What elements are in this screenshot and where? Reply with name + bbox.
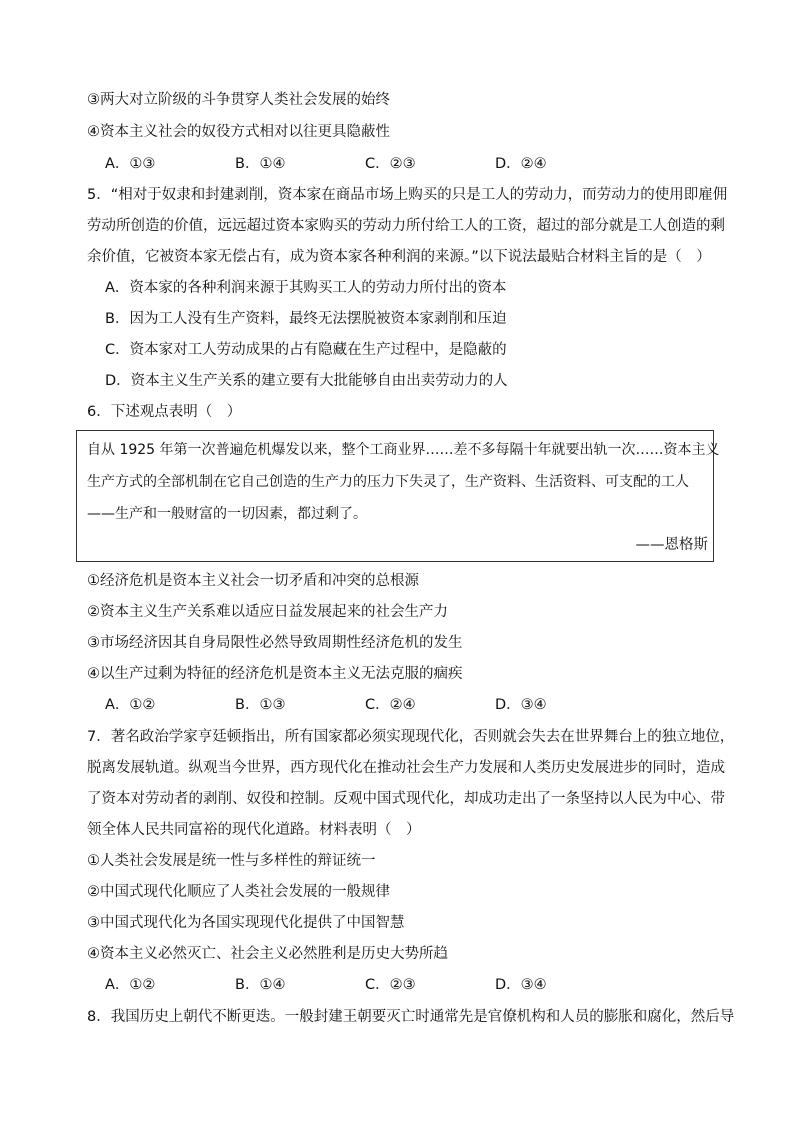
item-3: ③两大对立阶级的斗争贯穿人类社会发展的始终	[87, 92, 390, 108]
q5-choice-b: B．因为工人没有生产资料，最终无法摆脱被资本家剥削和压迫	[105, 311, 507, 327]
q7-item-1: ①人类社会发展是统一性与多样性的辩证统一	[87, 853, 376, 869]
q7-stem-line-4: 领全体人民共同富裕的现代化道路。材料表明（ ）	[87, 822, 421, 838]
q7-item-2: ②中国式现代化顺应了人类社会发展的一般规律	[87, 884, 390, 900]
option-a: A．①③	[105, 156, 156, 172]
option-a: A．①②	[105, 697, 156, 713]
q7-item-4: ④资本主义必然灭亡、社会主义必然胜利是历史大势所趋	[87, 946, 448, 962]
q7-item-3: ③中国式现代化为各国实现现代化提供了中国智慧	[87, 915, 405, 931]
q6-stem: 6．下述观点表明（ ）	[87, 404, 242, 420]
option-c: C．②④	[365, 697, 416, 713]
quote-line-1: 自从 1925 年第一次普遍危机爆发以来，整个工商业界……差不多每隔十年就要出轨一次……资本主义	[87, 442, 720, 458]
q5-choice-c: C．资本家对工人劳动成果的占有隐藏在生产过程中，是隐蔽的	[105, 342, 507, 358]
q5-stem-line-2: 劳动所创造的价值，远远超过资本家购买的劳动力所付给工人的工资，超过的部分就是工人创造的剩	[87, 218, 725, 234]
answer-options	[105, 154, 625, 174]
option-d: D．②④	[495, 156, 547, 172]
q5-choice-d: D．资本主义生产关系的建立要有大批能够自由出卖劳动力的人	[105, 373, 508, 389]
option-c: C．②③	[365, 156, 416, 172]
q6-item-1: ①经济危机是资本主义社会一切矛盾和冲突的总根源	[87, 573, 419, 589]
q7-stem-line-3: 了资本对劳动者的剥削、奴役和控制。反观中国式现代化，却成功走出了一条坚持以人民为中心、带	[87, 791, 725, 807]
q5-stem-line-3: 余价值，它被资本家无偿占有，成为资本家各种利润的来源。”以下说法最贴合材料主旨的是（ ）	[87, 249, 711, 265]
option-b: B．①④	[235, 156, 286, 172]
q5-choice-a: A．资本家的各种利润来源于其购买工人的劳动力所付出的资本	[105, 280, 507, 296]
option-b: B．①③	[235, 697, 286, 713]
q8-stem-line-1: 8．我国历史上朝代不断更迭。一般封建王朝要灭亡时通常先是官僚机构和人员的膨胀和腐化，然后导	[87, 1009, 735, 1025]
option-d: D．③④	[495, 977, 547, 993]
option-c: C．②③	[365, 977, 416, 993]
option-b: B．①④	[235, 977, 286, 993]
quote-line-2: 生产方式的全部机制在它自己创造的生产力的压力下失灵了，生产资料、生活资料、可支配的工人	[87, 474, 689, 490]
q5-stem-line-1: 5．“相对于奴隶和封建剥削，资本家在商品市场上购买的只是工人的劳动力，而劳动力的使用即雇佣	[87, 187, 728, 203]
q7-answer-options	[105, 975, 625, 995]
q6-item-4: ④以生产过剩为特征的经济危机是资本主义无法克服的痼疾	[87, 666, 463, 682]
quote-line-3: ——生产和一般财富的一切因素，都过剩了。	[87, 506, 367, 522]
option-a: A．①②	[105, 977, 156, 993]
q6-item-2: ②资本主义生产关系难以适应日益发展起来的社会生产力	[87, 604, 448, 620]
option-d: D．③④	[495, 697, 547, 713]
q7-stem-line-1: 7．著名政治学家亨廷顿指出，所有国家都必须实现现代化，否则就会失去在世界舞台上的独立地位，	[87, 729, 735, 745]
q6-answer-options	[105, 695, 625, 715]
item-4: ④资本主义社会的奴役方式相对以往更具隐蔽性	[87, 124, 390, 140]
q7-stem-line-2: 脱离发展轨道。纵观当今世界，西方现代化在推动社会生产力发展和人类历史发展进步的同时，造成	[87, 760, 725, 776]
quote-source: ——恩格斯	[635, 537, 708, 553]
q6-item-3: ③市场经济因其自身局限性必然导致周期性经济危机的发生	[87, 635, 463, 651]
